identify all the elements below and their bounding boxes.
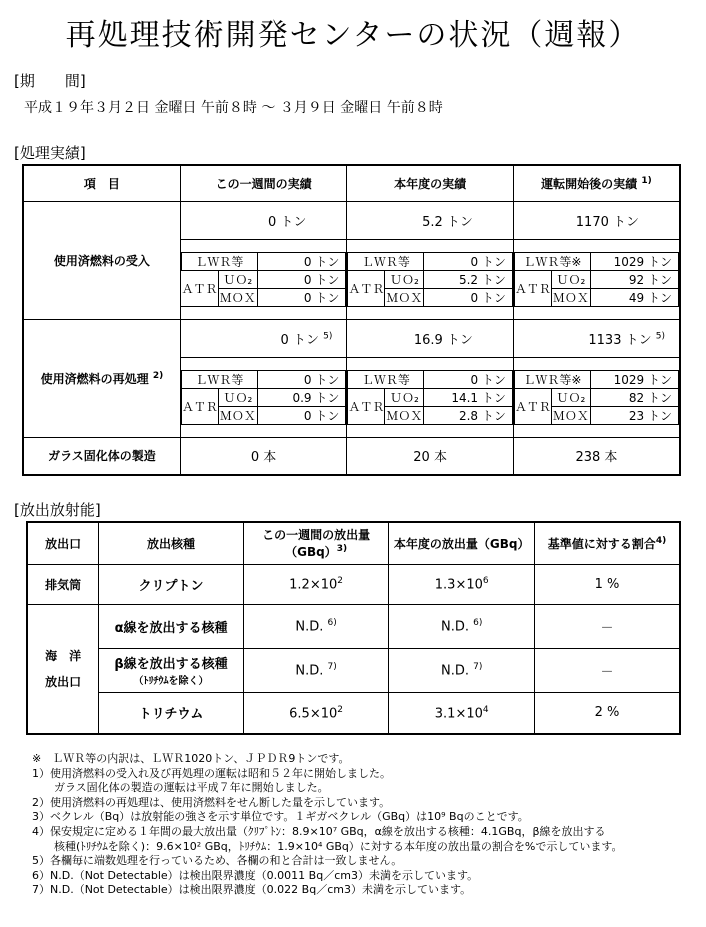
sea-beta-nuclide: β線を放出する核種 （ﾄﾘﾁｳﾑを除く） [99, 648, 243, 692]
processing-heading: [処理実績] [14, 144, 86, 162]
header-year-release: 本年度の放出量（GBq） [389, 522, 535, 564]
stack-week: $1.2\times 10^2$ [243, 564, 389, 604]
header-nuclide: 放出核種 [99, 522, 243, 564]
glass-cum: 238 本 [513, 437, 680, 475]
reprocessing-year-breakdown: ＬＷＲ等 0 トン ＡＴＲ ＵＯ₂ 14.1 トン ＭＯＸ 2.8 トン [347, 357, 514, 437]
stack-year: $1.3\times 10^6$ [389, 564, 535, 604]
note: ガラス固化体の製造の運転は平成７年に開始しました。 [32, 781, 329, 795]
glass-item: ガラス固化体の製造 [23, 437, 180, 475]
receipt-year-total: 5.2 トン [347, 201, 514, 239]
sea-outlet: 海 洋 放出口 [27, 604, 99, 734]
emission-heading: [放出放射能] [14, 501, 101, 519]
period-text: 平成１９年３月２日 金曜日 午前８時 ～ ３月９日 金曜日 午前８時 [24, 100, 443, 116]
emission-table [26, 521, 681, 735]
note: 7）N.D.（Not Detectable）は検出限界濃度（0.022 Bq／cm3）未満を示しています。 [32, 883, 472, 897]
sea-beta-week: N.D. $^{7)}$ [243, 648, 389, 692]
header-item: 項 目 [23, 165, 180, 201]
receipt-cum-breakdown: ＬＷＲ等※ 1029 トン ＡＴＲ ＵＯ₂ 92 トン ＭＯＸ 49 トン [513, 239, 680, 319]
sea-tritium-year: $3.1\times 10^4$ [389, 692, 535, 734]
reprocessing-cum-breakdown: ＬＷＲ等※ 1029 トン ＡＴＲ ＵＯ₂ 82 トン ＭＯＸ 23 トン [513, 357, 680, 437]
sea-alpha-nuclide: α線を放出する核種 [99, 604, 243, 648]
note: 核種(ﾄﾘﾁｳﾑを除く)：9.6×10² GBq，ﾄﾘﾁｳﾑ：1.9×10⁴ GBq）に対する本年度の放出量の割合を%で示しています。 [32, 839, 623, 853]
header-ratio: 基準値に対する割合$^{4)}$ [535, 522, 681, 564]
sea-tritium-nuclide: トリチウム [99, 692, 243, 734]
period-heading: [期 間] [14, 72, 86, 90]
sea-tritium-week: $6.5\times 10^2$ [243, 692, 389, 734]
note: 1）使用済燃料の受入れ及び再処理の運転は昭和５２年に開始しました。 [32, 766, 391, 780]
sea-beta-ratio: － [535, 648, 681, 692]
note: 5）各欄毎に端数処理を行っているため、各欄の和と合計は一致しません。 [32, 854, 403, 868]
glass-week: 0 本 [180, 437, 346, 475]
receipt-cum-total: 1170 トン [513, 201, 680, 239]
receipt-week-breakdown: ＬＷＲ等 0 トン ＡＴＲ ＵＯ₂ 0 トン ＭＯＸ 0 トン [180, 239, 346, 319]
processing-table [22, 164, 681, 476]
glass-year: 20 本 [347, 437, 514, 475]
sea-alpha-week: N.D. $^{6)}$ [243, 604, 389, 648]
reprocessing-cum-total: 1133 トン $^{5)}$ [513, 319, 680, 357]
sea-tritium-ratio: 2 % [535, 692, 681, 734]
sea-alpha-year: N.D. $^{6)}$ [389, 604, 535, 648]
receipt-item: 使用済燃料の受入 [23, 201, 180, 319]
reprocessing-week-breakdown: ＬＷＲ等 0 トン ＡＴＲ ＵＯ₂ 0.9 トン ＭＯＸ 0 トン [180, 357, 346, 437]
header-year: 本年度の実績 [347, 165, 514, 201]
header-total: 運転開始後の実績 $^{1)}$ [513, 165, 680, 201]
page-title: 再処理技術開発センターの状況（週報） [65, 18, 641, 53]
receipt-week-total: 0 トン [180, 201, 346, 239]
header-outlet: 放出口 [27, 522, 99, 564]
sea-beta-year: N.D. $^{7)}$ [389, 648, 535, 692]
header-week-release: この一週間の放出量（GBq）$^{3)}$ [243, 522, 389, 564]
note: 6）N.D.（Not Detectable）は検出限界濃度（0.0011 Bq／cm3）未満を示しています。 [32, 868, 479, 882]
sea-alpha-ratio: － [535, 604, 681, 648]
stack-outlet: 排気筒 [27, 564, 99, 604]
note: 2）使用済燃料の再処理は、使用済燃料をせん断した量を示しています。 [32, 795, 391, 809]
receipt-year-breakdown: ＬＷＲ等 0 トン ＡＴＲ ＵＯ₂ 5.2 トン ＭＯＸ 0 トン [347, 239, 514, 319]
stack-ratio: 1 % [535, 564, 681, 604]
header-week: この一週間の実績 [180, 165, 346, 201]
reprocessing-item: 使用済燃料の再処理 $^{2)}$ [23, 319, 180, 437]
footnotes [32, 752, 623, 898]
note: ※ ＬＷＲ等の内訳は、ＬＷＲ1020トン、ＪＰＤＲ9トンです。 [32, 752, 350, 765]
reprocessing-week-total: 0 トン $^{5)}$ [180, 319, 346, 357]
note: 4）保安規定に定める１年間の最大放出量（ｸﾘﾌﾟﾄﾝ：8.9×10⁷ GBq，α線を放出する核種：4.1GBq，β線を放出する [32, 824, 606, 838]
stack-nuclide: クリプトン [99, 564, 243, 604]
reprocessing-year-total: 16.9 トン [347, 319, 514, 357]
note: 3）ベクレル（Bq）は放射能の強さを示す単位です。１ギガベクレル（GBq）は10⁹ Bqのことです。 [32, 810, 529, 824]
